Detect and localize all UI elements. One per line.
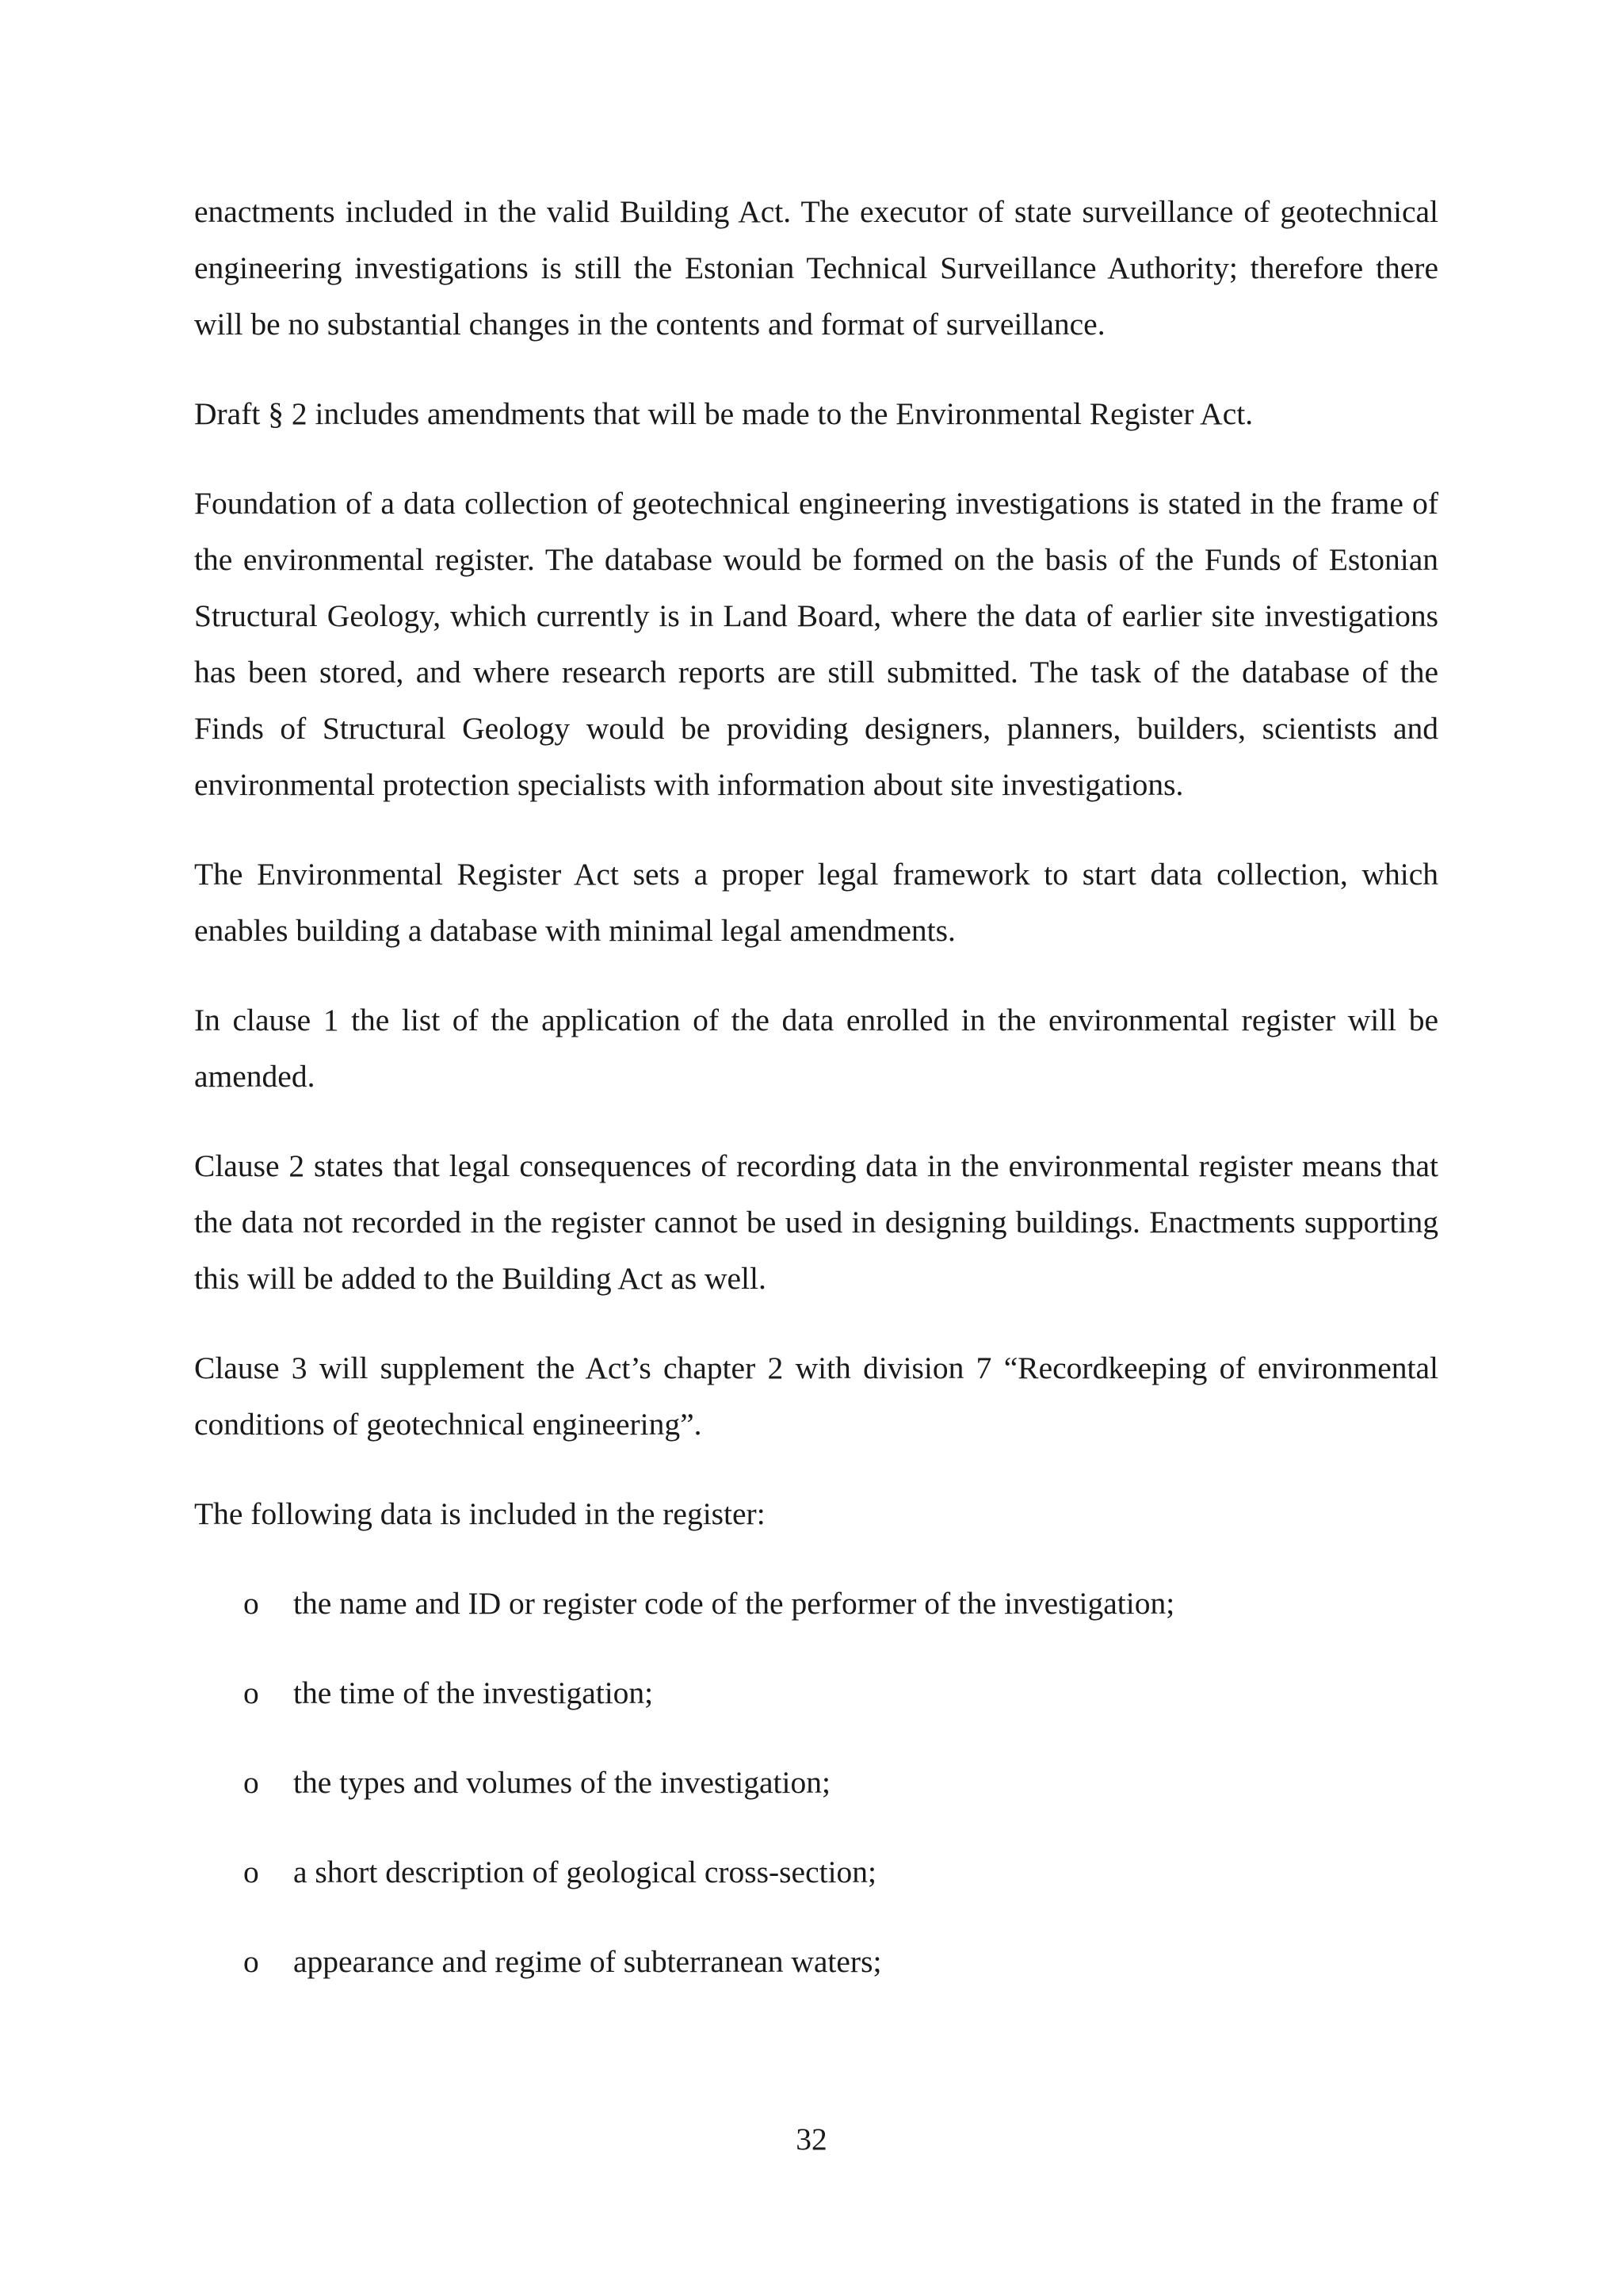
bullet-marker: o: [243, 1586, 259, 1621]
paragraph: enactments included in the valid Building Act. The executor of state surveillance of geotechnical engineering investigations is still the Estonian Technical Surveillance Authority; therefore there will be no substantial changes in the contents and format of surveillance.: [194, 194, 1438, 342]
page-number: 32: [796, 2122, 827, 2157]
page-body: [194, 184, 1438, 2023]
bullet-marker: o: [243, 1765, 259, 1800]
bullet-marker: o: [243, 1944, 259, 1979]
paragraph: Clause 2 states that legal consequences of recording data in the environmental register means that the data not recorded in the register cannot be used in designing buildings. Enactments supporting this will be added to the Building Act as well.: [194, 1148, 1438, 1296]
list-item-text: appearance and regime of subterranean waters;: [293, 1944, 882, 1979]
paragraph: Draft § 2 includes amendments that will be made to the Environmental Register Act.: [194, 396, 1254, 431]
paragraph: Clause 3 will supplement the Act’s chapter 2 with division 7 “Recordkeeping of environmental conditions of geotechnical engineering”.: [194, 1350, 1438, 1442]
paragraph: In clause 1 the list of the application of the data enrolled in the environmental register will be amended.: [194, 1003, 1438, 1094]
list-item: [194, 1934, 1438, 1990]
paragraph: The following data is included in the register:: [194, 1496, 766, 1531]
bullet-marker: o: [243, 1855, 259, 1889]
register-data-list: [194, 1576, 1438, 1990]
list-item: [194, 1755, 1438, 1811]
list-item: [194, 1844, 1438, 1901]
list-item-text: the types and volumes of the investigation;: [293, 1765, 831, 1800]
list-item-text: the name and ID or register code of the performer of the investigation;: [293, 1586, 1175, 1621]
bullet-marker: o: [243, 1675, 259, 1710]
paragraph: The Environmental Register Act sets a proper legal framework to start data collection, which enables building a database with minimal legal amendments.: [194, 857, 1438, 948]
list-item: [194, 1665, 1438, 1721]
list-item-text: a short description of geological cross-section;: [293, 1855, 877, 1889]
list-item: [194, 1576, 1438, 1632]
list-item-text: the time of the investigation;: [293, 1675, 654, 1710]
paragraph: Foundation of a data collection of geotechnical engineering investigations is stated in the frame of the environmental register. The database would be formed on the basis of the Funds of Estonian Structural Geology, which currently is in Land Board, where the data of earlier site investigations has been stored, and where research reports are still submitted. The task of the database of the Finds of Structural Geology would be providing designers, planners, builders, scientists and environmental protection specialists with information about site investigations.: [194, 486, 1438, 802]
